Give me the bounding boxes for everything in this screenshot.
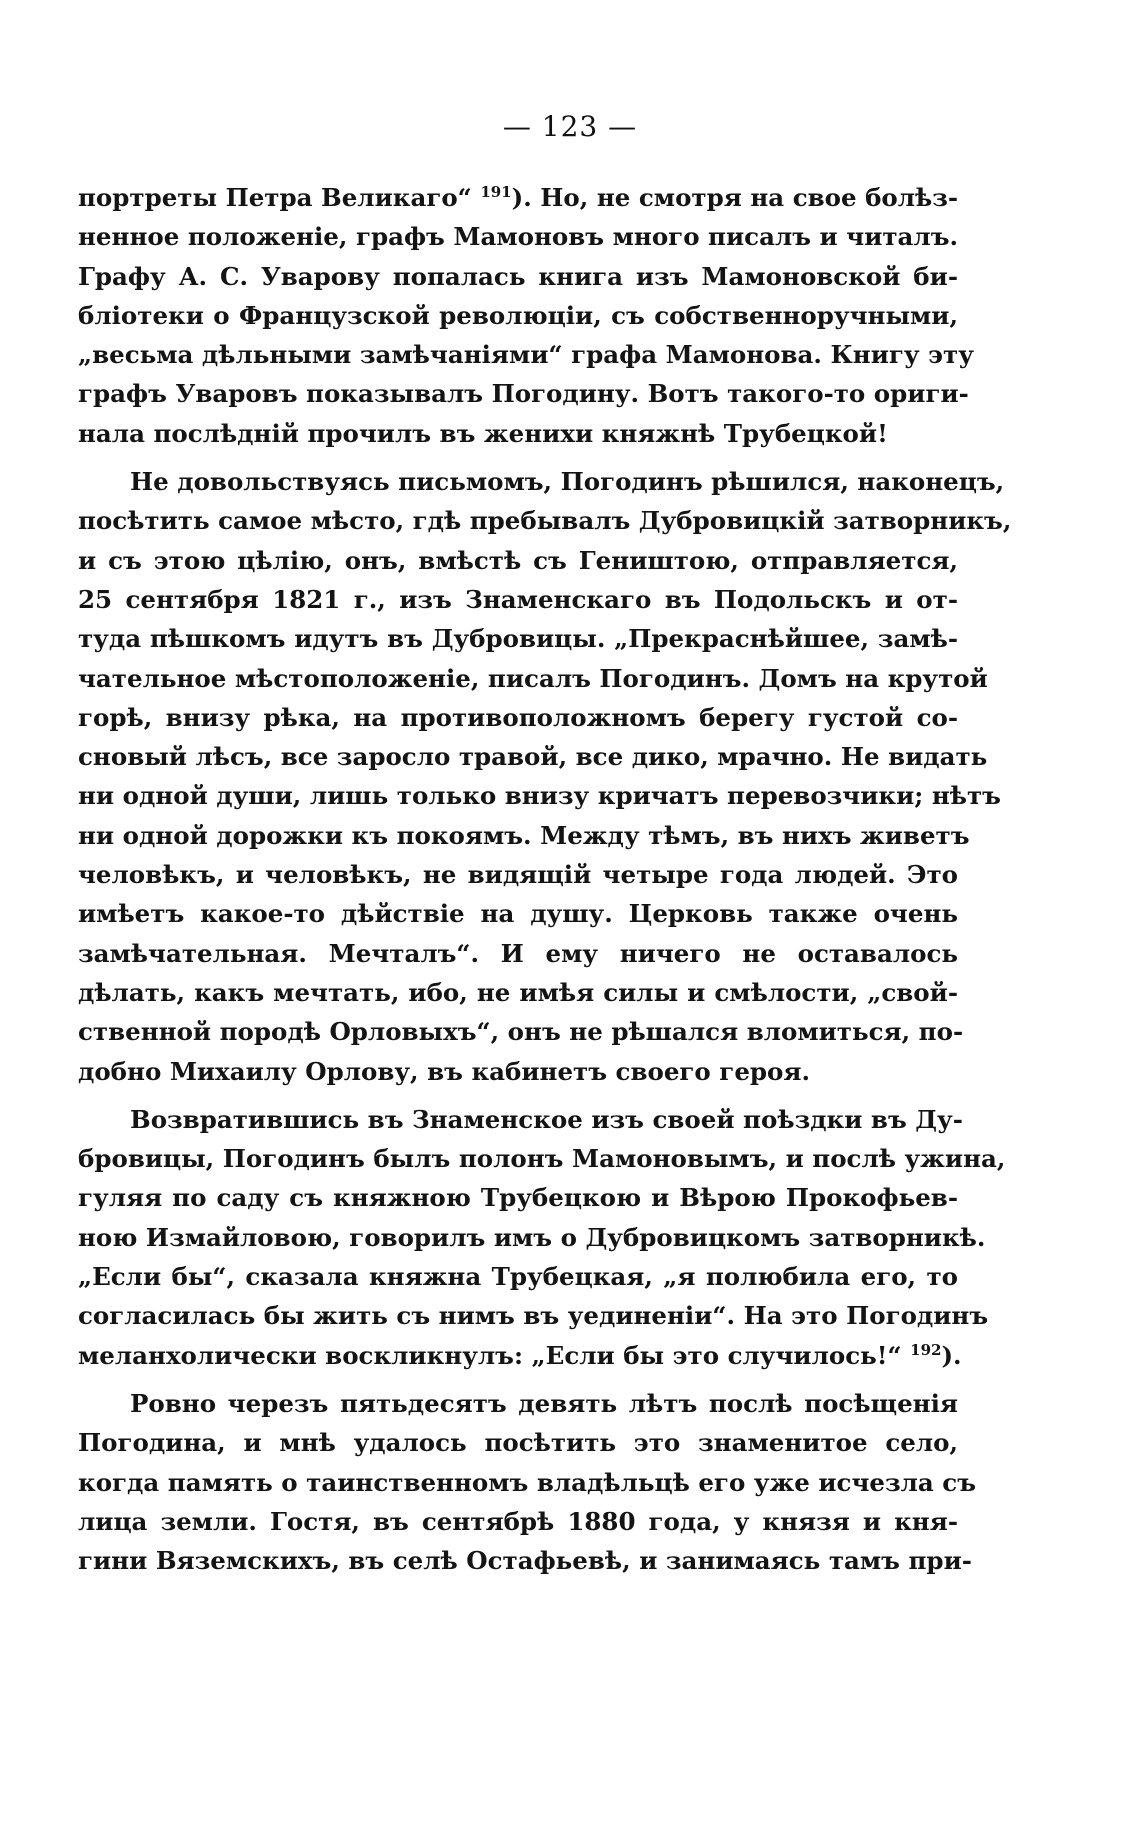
line-text: ). Но, не смотря на свое болѣз- <box>511 183 959 212</box>
text-line <box>78 1463 976 1502</box>
line-text: лица земли. Гостя, въ сентябрѣ 1880 года, у князя и кня- <box>78 1506 958 1536</box>
line-text: имѣетъ какое-то дѣйствіе на душу. Церковь также очень <box>78 899 958 929</box>
line-text: графъ Уваровъ показывалъ Погодину. Вотъ такого-то ориги- <box>78 379 969 409</box>
text-line <box>78 894 958 933</box>
line-text: чательное мѣстоположеніе, писалъ Погодинъ. Домъ на крутой <box>78 663 988 693</box>
text-line <box>78 934 958 973</box>
text-line <box>78 1296 989 1335</box>
body-text <box>78 178 1012 1580</box>
text-line <box>78 257 958 296</box>
text-line <box>78 1257 958 1296</box>
text-line <box>78 1423 958 1462</box>
line-text: туда пѣшкомъ идутъ въ Дубровицы. „Прекраснѣйшее, замѣ- <box>78 624 958 654</box>
text-line <box>78 580 958 619</box>
text-line <box>78 698 958 737</box>
text-line <box>78 541 958 580</box>
text-line <box>78 178 958 217</box>
line-text: меланхолически воскликнулъ: „Если бы это случилось!“ <box>78 1340 911 1370</box>
footnote-marker: 191 <box>480 182 512 201</box>
text-line <box>78 1336 962 1375</box>
paragraph-gap <box>78 1091 958 1100</box>
line-text: добно Михаилу Орлову, въ кабинетъ своего героя. <box>78 1056 811 1086</box>
text-line <box>78 217 958 256</box>
text-line <box>78 816 970 855</box>
line-text: и съ этою цѣлію, онъ, вмѣстѣ съ Геништою, отправляется, <box>78 545 958 575</box>
line-text: „Если бы“, сказала княжна Трубецкая, „я полюбила его, то <box>78 1262 958 1292</box>
text-line <box>78 973 958 1012</box>
line-text: 25 сентября 1821 г., изъ Знаменскаго въ Подольскъ и от- <box>78 584 958 614</box>
text-line <box>78 1384 958 1423</box>
line-text: Погодина, и мнѣ удалось посѣтить это знаменитое село, <box>78 1428 958 1458</box>
footnote-marker: 192 <box>910 1340 942 1359</box>
line-text: ною Измайловою, говорилъ имъ о Дубровицкомъ затворникѣ. <box>78 1222 986 1252</box>
text-line <box>78 1218 986 1257</box>
line-text: ). <box>941 1340 962 1370</box>
text-line <box>78 296 958 335</box>
text-line <box>78 1052 958 1091</box>
text-line <box>78 1178 958 1217</box>
line-text: Не довольствуясь письмомъ, Погодинъ рѣшился, наконецъ, <box>130 467 1005 497</box>
line-text: согласилась бы жить съ нимъ въ уединеніи“. На это Погодинъ <box>78 1301 989 1331</box>
line-text: человѣкъ, и человѣкъ, не видящій четыре года людей. Это <box>78 860 958 890</box>
line-text: ни одной души, лишь только внизу кричатъ перевозчики; нѣтъ <box>78 781 1001 811</box>
paragraph-gap <box>78 1375 958 1384</box>
paragraph <box>78 1384 976 1580</box>
text-line <box>78 1139 1006 1178</box>
text-line <box>78 776 1001 815</box>
line-text: посѣтить самое мѣсто, гдѣ пребывалъ Дубровицкій затворникъ, <box>78 506 1012 536</box>
line-text: бровицы, Погодинъ былъ полонъ Мамоновымъ, и послѣ ужина, <box>78 1144 1006 1174</box>
text-line <box>78 659 988 698</box>
text-line <box>78 501 1012 540</box>
line-text: портреты Петра Великаго“ <box>78 183 481 212</box>
paragraph-gap <box>78 453 958 462</box>
line-text: нала послѣдній прочилъ въ женихи княжнѣ Трубецкой! <box>78 418 888 448</box>
text-line <box>78 462 1005 501</box>
line-text: Возвратившись въ Знаменское изъ своей поѣздки въ Ду- <box>130 1104 963 1134</box>
text-line <box>78 1541 972 1580</box>
line-text: „весьма дѣльными замѣчаніями“ графа Мамонова. Книгу эту <box>78 340 974 370</box>
line-text: сновый лѣсъ, все заросло травой, все дико, мрачно. Не видать <box>78 742 988 772</box>
line-text: гуляя по саду съ княжною Трубецкою и Вѣрою Прокофьев- <box>78 1183 958 1213</box>
text-line <box>78 374 969 413</box>
text-line <box>78 1100 963 1139</box>
text-line <box>78 1502 958 1541</box>
line-text: гини Вяземскихъ, въ селѣ Остафьевѣ, и занимаясь тамъ при- <box>78 1546 972 1576</box>
page-number: — 123 — <box>502 110 638 143</box>
text-line <box>78 855 958 894</box>
paragraph <box>78 462 1012 1091</box>
paragraph <box>78 1100 1006 1375</box>
line-text: Графу А. С. Уварову попалась книга изъ Мамоновской би- <box>78 261 958 291</box>
line-text: когда память о таинственномъ владѣльцѣ его уже исчезла съ <box>78 1467 976 1497</box>
line-text: дѣлать, какъ мечтать, ибо, не имѣя силы и смѣлости, „свой- <box>78 977 958 1007</box>
line-text: горѣ, внизу рѣка, на противоположномъ берегу густой со- <box>78 702 958 732</box>
text-line <box>78 737 988 776</box>
line-text: ственной породѣ Орловыхъ“, онъ не рѣшался вломиться, по- <box>78 1017 964 1047</box>
line-text: бліотеки о Французской революціи, съ собственноручными, <box>78 300 958 330</box>
line-text: ни одной дорожки къ покоямъ. Между тѣмъ, въ нихъ живетъ <box>78 820 970 850</box>
line-text: ненное положеніе, графъ Мамоновъ много писалъ и читалъ. <box>78 222 959 252</box>
text-line <box>78 619 958 658</box>
paragraph <box>78 178 974 453</box>
text-line <box>78 414 958 453</box>
line-text: замѣчательная. Мечталъ“. И ему ничего не оставалось <box>78 938 958 968</box>
text-line <box>78 1012 964 1051</box>
text-line <box>78 335 974 374</box>
line-text: Ровно черезъ пятьдесятъ девять лѣтъ послѣ посѣщенія <box>130 1388 958 1418</box>
